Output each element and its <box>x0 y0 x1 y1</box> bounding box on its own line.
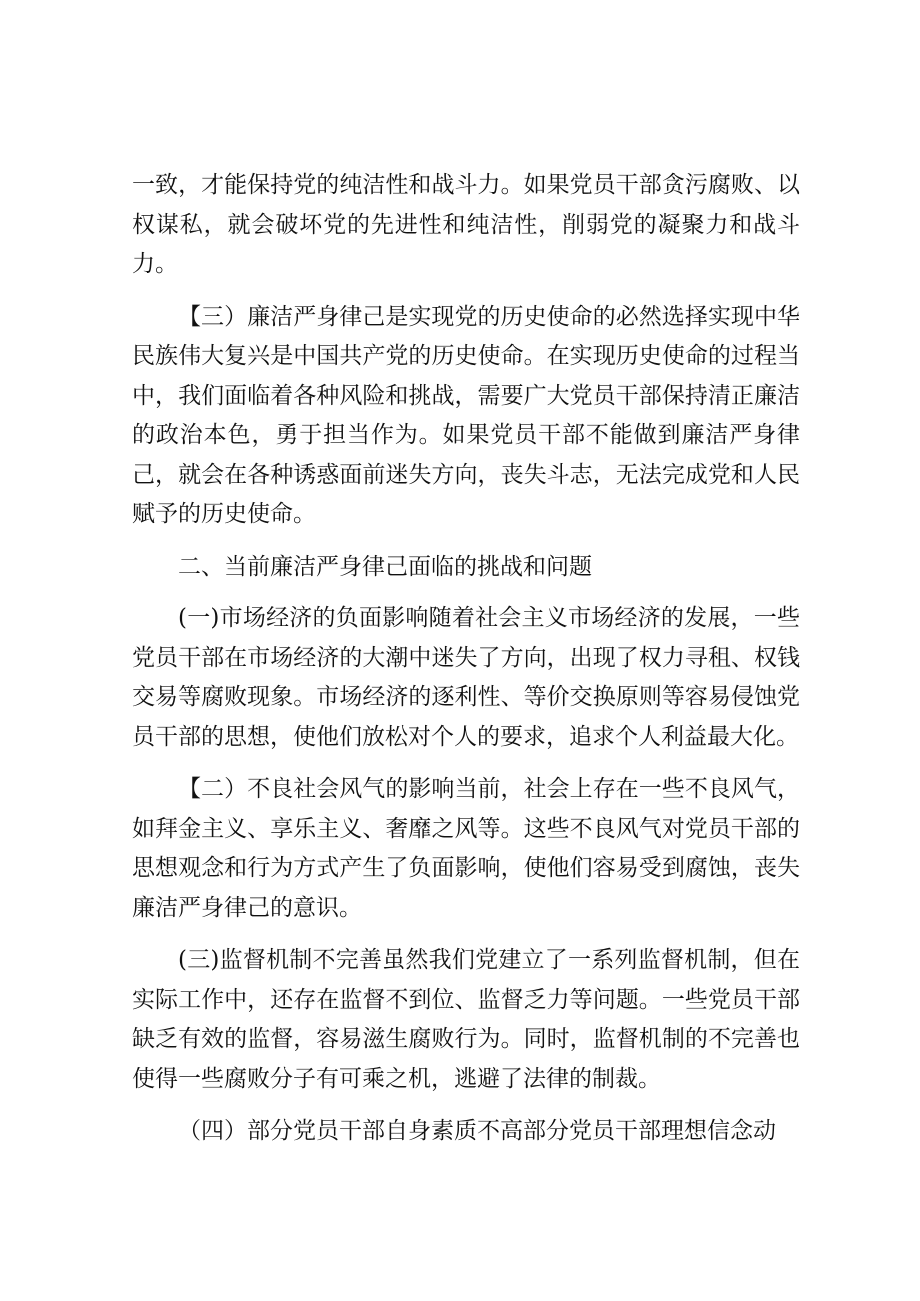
paragraph-continuation: 一致，才能保持党的纯洁性和战斗力。如果党员干部贪污腐败、以权谋私，就会破坏党的先进性和纯洁性，削弱党的凝聚力和战斗力。 <box>132 172 800 277</box>
paragraph-supervision-mechanism: (三)监督机制不完善虽然我们党建立了一系列监督机制，但在实际工作中，还存在监督不到位、监督乏力等问题。一些党员干部缺乏有效的监督，容易滋生腐败行为。同时，监督机制的不完善也使得一些腐败分子有可乘之机，逃避了法律的制裁。 <box>132 947 800 1092</box>
document-body <box>132 166 800 1165</box>
paragraph-personal-quality: （四）部分党员干部自身素质不高部分党员干部理想信念动 <box>178 1118 776 1144</box>
section-heading-challenges: 二、当前廉洁严身律己面临的挑战和问题 <box>178 553 592 580</box>
paragraph-social-atmosphere: 【二）不良社会风气的影响当前，社会上存在一些不良风气，如拜金主义、享乐主义、奢靡之风等。这些不良风气对党员干部的思想观念和行为方式产生了负面影响，使他们容易受到腐蚀，丧失廉洁严身律己的意识。 <box>132 776 800 921</box>
paragraph-integrity-mission: 【三）廉洁严身律己是实现党的历史使命的必然选择实现中华民族伟大复兴是中国共产党的历史使命。在实现历史使命的过程当中，我们面临着各种风险和挑战，需要广大党员干部保持清正廉洁的政治本色，勇于担当作为。如果党员干部不能做到廉洁严身律己，就会在各种诱惑面前迷失方向，丧失斗志，无法完成党和人民赋予的历史使命。 <box>132 303 800 527</box>
paragraph-market-economy: (一)市场经济的负面影响随着社会主义市场经济的发展，一些党员干部在市场经济的大潮中迷失了方向，出现了权力寻租、权钱交易等腐败现象。市场经济的逐利性、等价交换原则等容易侵蚀党员干部的思想，使他们放松对个人的要求，追求个人利益最大化。 <box>132 605 800 750</box>
